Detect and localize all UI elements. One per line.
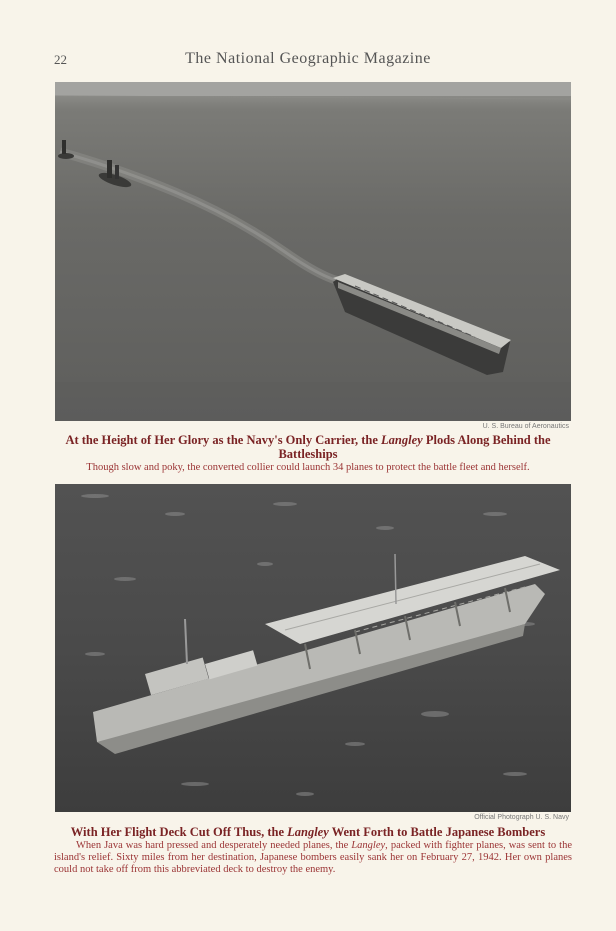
- caption-body-text: , packed with fighter planes, was sent to the island's relief. Sixty miles from her destination, Japanese bombers easily sank her on February 27, 1942. Her own planes could not take off from this abbreviated deck to destroy the enemy.: [54, 840, 572, 875]
- caption-title-text: At the Height of Her Glory as the Navy's Only Carrier, the: [65, 433, 382, 447]
- battleship-far: [58, 140, 74, 159]
- caption-title-text: With Her Flight Deck Cut Off Thus, the: [70, 825, 288, 839]
- caption-title: [40, 433, 576, 461]
- caption-title-text: Went Forth to Battle Japanese Bombers: [328, 825, 546, 839]
- photo-credit: U. S. Bureau of Aeronautics: [482, 423, 569, 430]
- photo-credit: Official Photograph U. S. Navy: [474, 814, 569, 821]
- page-header: [0, 50, 616, 72]
- photo-langley-cut-deck-graphic: [55, 484, 571, 812]
- caption-body-ship-name: Langley: [351, 840, 386, 851]
- carrier-langley: [333, 274, 511, 375]
- running-title: The National Geographic Magazine: [185, 50, 431, 67]
- caption-title: [40, 825, 576, 839]
- caption-body: [54, 840, 572, 876]
- caption-title-ship-name: Langley: [287, 825, 329, 839]
- photo-langley-with-battleships-graphic: [55, 82, 571, 421]
- carrier-langley-truncated: [93, 554, 560, 754]
- photo-langley-cut-deck: [55, 484, 571, 812]
- page-number: 22: [54, 52, 67, 67]
- caption-body: Though slow and poky, the converted collier could launch 34 planes to protect the battle fleet and herself.: [86, 462, 530, 473]
- photo-langley-with-battleships: [55, 82, 571, 421]
- caption-title-text: Plods Along Behind the Battleships: [278, 433, 551, 461]
- caption-title-ship-name: Langley: [381, 433, 423, 447]
- caption-body-text: When Java was hard pressed and desperately needed planes, the: [76, 840, 352, 851]
